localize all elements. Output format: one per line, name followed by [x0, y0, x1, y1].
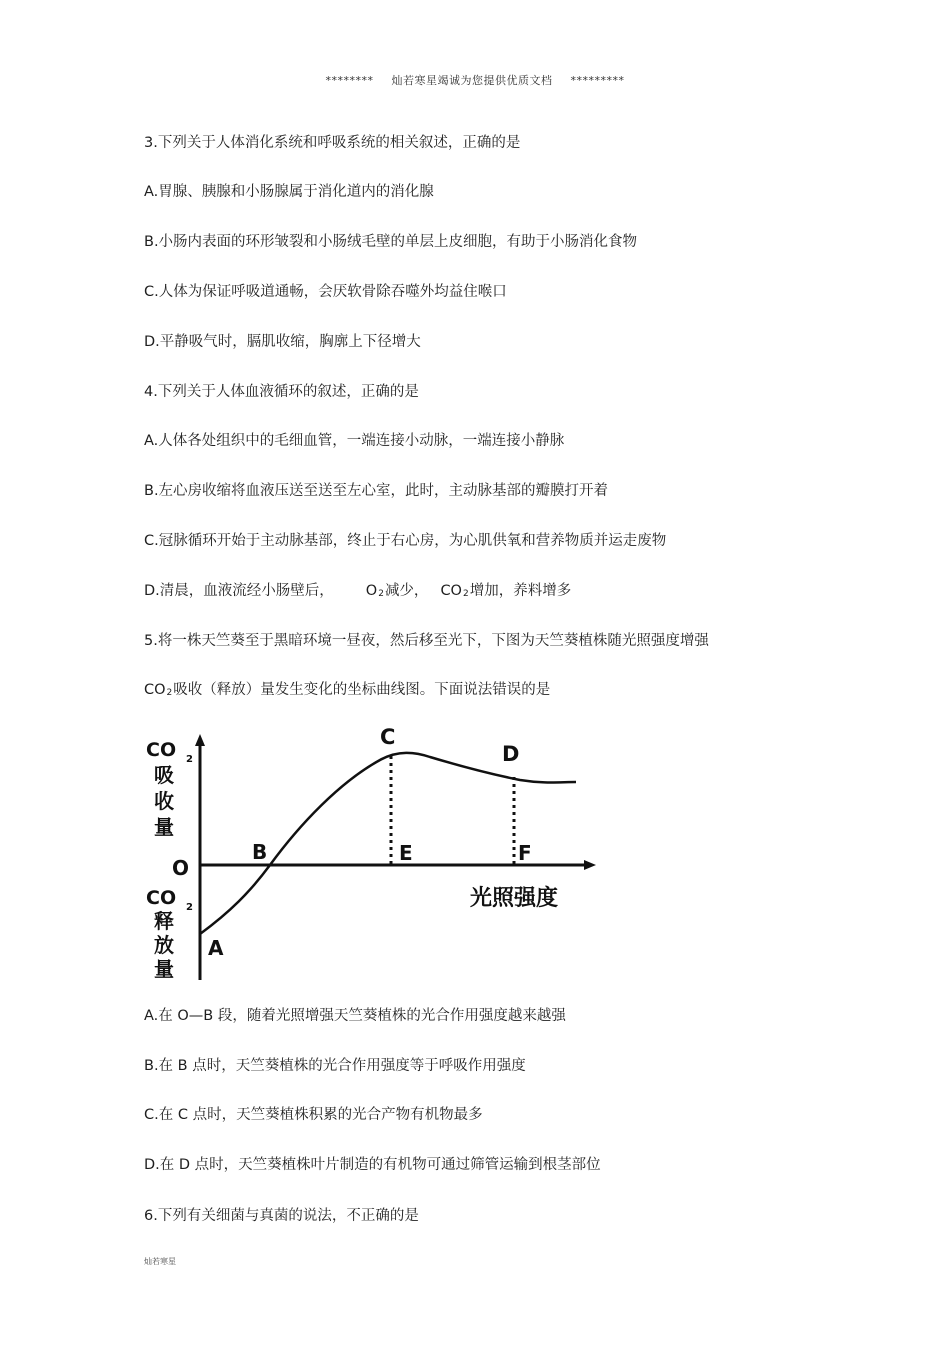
q5-co2-subscript: 2 — [166, 688, 173, 698]
y-top-label-co: CO — [146, 739, 177, 761]
y-top-label-char3: 量 — [154, 815, 174, 839]
q4-o2-symbol: O — [365, 583, 378, 599]
x-axis-label: 光照强度 — [470, 886, 559, 911]
q5-option-d: D.在 D 点时，天竺葵植株叶片制造的有机物可通过筛管运输到根茎部位 — [144, 1157, 601, 1173]
point-e-label: E — [399, 841, 413, 865]
q4-option-d-post: 增加，养料增多 — [469, 583, 572, 599]
y-bottom-label-char1: 释 — [154, 909, 174, 933]
page-header — [0, 72, 950, 88]
q5-option-c: C.在 C 点时，天竺葵植株积累的光合产物有机物最多 — [144, 1107, 483, 1123]
q3-option-b: B.小肠内表面的环形皱裂和小肠绒毛壁的单层上皮细胞，有助于小肠消化食物 — [144, 234, 638, 250]
point-a-label: A — [208, 936, 224, 960]
q4-option-b: B.左心房收缩将血液压送至送至左心室，此时，主动脉基部的瓣膜打开着 — [144, 483, 609, 499]
point-b-label: B — [252, 840, 268, 864]
y-bottom-label-co: CO — [146, 887, 177, 909]
q4-option-a: A.人体各处组织中的毛细血管，一端连接小动脉，一端连接小静脉 — [144, 433, 565, 449]
q5-stem-line2-rest: 吸收（释放）量发生变化的坐标曲线图。下面说法错误的是 — [173, 682, 551, 698]
q5-option-a: A.在 O—B 段，随着光照增强天竺葵植株的光合作用强度越来越强 — [144, 1008, 566, 1024]
q3-stem: 3.下列关于人体消化系统和呼吸系统的相关叙述，正确的是 — [144, 135, 521, 151]
q5-co2-symbol: CO — [144, 682, 166, 698]
y-bottom-label-char2: 放 — [154, 933, 174, 957]
q4-option-d-mid: 减少， — [384, 583, 429, 599]
header-title: 灿若寒星竭诚为您提供优质文档 — [391, 74, 553, 87]
q4-option-c: C.冠脉循环开始于主动脉基部，终止于右心房，为心肌供氧和营养物质并运走废物 — [144, 533, 667, 549]
y-bottom-label-char3: 量 — [154, 957, 174, 981]
y-axis-arrow — [195, 734, 205, 746]
q5-stem-line2 — [144, 680, 550, 703]
y-top-label-char1: 吸 — [154, 763, 174, 787]
q4-o2-subscript: 2 — [378, 589, 384, 599]
q4-co2-subscript: 2 — [462, 589, 469, 599]
q4-stem: 4.下列关于人体血液循环的叙述，正确的是 — [144, 384, 419, 400]
origin-label: O — [172, 856, 190, 880]
q4-option-d-pre: D.清晨，血液流经小肠壁后， — [144, 583, 334, 599]
co2-light-curve-figure — [140, 722, 600, 984]
point-f-label: F — [518, 841, 532, 865]
point-d-label: D — [502, 742, 520, 766]
x-axis-arrow — [584, 860, 596, 870]
q3-option-d: D.平静吸气时，膈肌收缩，胸廓上下径增大 — [144, 334, 421, 350]
point-c-label: C — [380, 725, 396, 749]
header-stars-right: ********* — [570, 74, 625, 87]
q5-stem-line1: 5.将一株天竺葵至于黑暗环境一昼夜，然后移至光下，下图为天竺葵植株随光照强度增强 — [144, 633, 709, 649]
q3-option-a: A.胃腺、胰腺和小肠腺属于消化道内的消化腺 — [144, 184, 434, 200]
q4-option-d — [144, 581, 571, 604]
page-footer: 灿若寒星 — [144, 1257, 176, 1266]
y-top-label-subscript: 2 — [186, 754, 193, 765]
y-top-label-char2: 收 — [154, 789, 174, 813]
q5-option-b: B.在 B 点时，天竺葵植株的光合作用强度等于呼吸作用强度 — [144, 1058, 526, 1074]
q4-co2-symbol: CO — [440, 583, 462, 599]
y-bottom-label-subscript: 2 — [186, 902, 193, 913]
q6-stem: 6.下列有关细菌与真菌的说法，不正确的是 — [144, 1208, 419, 1224]
header-stars-left: ******** — [325, 74, 374, 87]
q3-option-c: C.人体为保证呼吸道通畅，会厌软骨除吞噬外均益住喉口 — [144, 284, 507, 300]
